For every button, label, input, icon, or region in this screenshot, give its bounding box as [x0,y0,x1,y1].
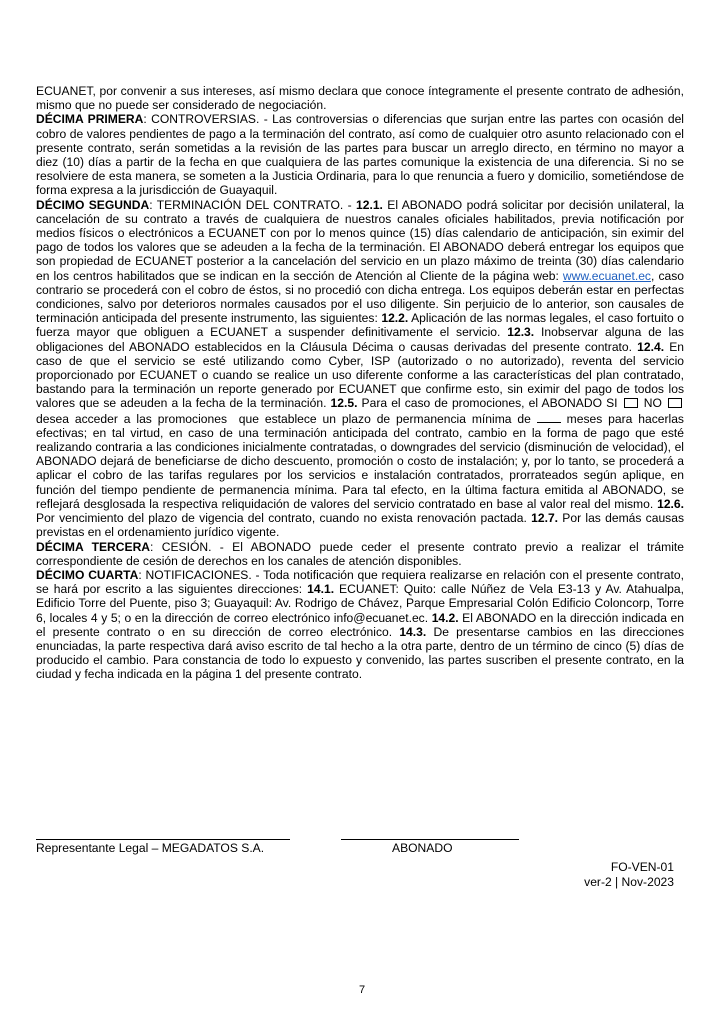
months-blank-field[interactable] [537,411,561,423]
clause-13-title: DÉCIMA TERCERA [36,539,151,554]
form-version: ver-2 | Nov-2023 [584,875,674,889]
left-signature-line [36,839,290,840]
clause-13-heading: : CESIÓN. - [150,539,233,554]
clause-12: DÉCIMO SEGUNDA: TERMINACIÓN DEL CONTRATO. - 12.1. El ABONADO podrá solicitar por decisión unilateral, la cancelación de su contrato a través de cualquiera de nuestros canales oficiales habilitados, previa notificación por medios físicos o electrónicos a ECUANET con por lo menos quince (15) días calendario de anticipación, sin eximir del pago de todos los valores que se adeuden a la fecha de la terminación. El ABONADO deberá entregar los equipos que son propiedad de ECUANET posterior a la cancelación del servicio en un plazo máximo de treinta (30) días calendario en los centros habilitados que se indican en la sección de Atención al Cliente de la página web: www.ecuanet.ec, caso contrario se procederá con el cobro de éstos, si no procedió con dicha entrega. Los equipos deberán estar en perfectas condiciones, salvo por deterioros normales causados por el uso diligente. Sin perjuicio de lo anterior, son causales de terminación anticipada del presente instrumento, las siguientes: 12.2. Aplicación de las normas legales, el caso fortuito o fuerza mayor que obliguen a ECUANET a suspender definitivamente el servicio. 12.3. Inobservar alguna de las obligaciones del ABONADO establecidos en la Cláusula Décima o causas derivadas del presente contrato. 12.4. En caso de que el servicio se esté utilizando como Cyber, ISP (autorizado o no autorizado), reventa del servicio proporcionado por ECUANET o cuando se realice un uso diferente conforme a las características del plan contratado, bastando para la terminación un reporte generado por ECUANET que confirme esto, sin eximir del pago de todos los valores que se adeuden a la fecha de la terminación. 12.5. Para el caso de promociones, el ABONADO SI NO desea acceder a las promociones que establece un plazo de permanencia mínima de meses para hacerlas efectivas; en tal virtud, en caso de una terminación anticipada del contrato, cambio en la forma de pago que esté realizando contraria a las condiciones inicialmente contratadas, o downgrades del servicio (disminución de velocidad), el ABONADO dejará de beneficiarse de dicho descuento, promoción o costo de instalación; y, por lo tanto, se procederá a aplicar el cobro de las tarifas regulares por los servicios e instalación contratados, prorrateados según aplique, en función del tiempo pendiente de permanencia mínima. Para tal efecto, en la última factura emitida al ABONADO, se reflejará desglosada la respectiva reliquidación de valores del servicio contratado en base al valor real del mismo. 12.6. Por vencimiento del plazo de vigencia del contrato, cuando no exista renovación pactada. 12.7. Por las demás causas previstas en el ordenamiento jurídico vigente. [36,197,698,540]
left-signature-label: Representante Legal – MEGADATOS S.A. [36,841,265,855]
promotion-yes-checkbox[interactable] [624,398,638,408]
clause-13: DÉCIMA TERCERA: CESIÓN. - El ABONADO puede ceder el presente contrato previo a realizar el trámite correspondiente de cesión de derechos en los canales de atención disponibles. [36,539,684,568]
clause-14-heading: : NOTIFICACIONES. - [138,567,264,582]
clause-14-title: DÉCIMO CUARTA [36,567,139,582]
clause-12-heading: : TERMINACIÓN DEL CONTRATO. - [149,197,357,212]
clause-14: DÉCIMO CUARTA: NOTIFICACIONES. - Toda notificación que requiera realizarse en relación con el presente contrato, se hará por escrito a las siguientes direcciones: 14.1. ECUANET: Quito: calle Núñez de Vela E3-13 y Av. Atahualpa, Edificio Torre del Puente, piso 3; Guayaquil: Av. Rodrigo de Chávez, Parque Empresarial Colón Edificio Coloncorp, Torre 6, locales 4 y 5; o en la dirección de correo electrónico info@ecuanet.ec. 14.2. El ABONADO en la dirección indicada en el presente contrato o en su dirección de correo electrónico. 14.3. De presentarse cambios en las direcciones enunciadas, la parte respectiva dará aviso escrito de tal hecho a la otra parte, dentro de un término de cinco (5) días de producido el cambio. Para constancia de todo lo expuesto y convenido, las partes suscriben el presente contrato, en la ciudad y fecha indicada en la página 1 del presente contrato. [36,567,685,682]
intro-paragraph: ECUANET, por convenir a sus intereses, así mismo declara que conoce íntegramente el presente contrato de adhesión, mismo que no puede ser considerado de negociación. [36,84,684,113]
clause-12-title: DÉCIMO SEGUNDA [36,197,150,212]
page-number: 7 [358,984,366,996]
form-code: FO-VEN-01 [610,860,674,874]
ecuanet-website-link[interactable]: www.ecuanet.ec [562,268,651,283]
right-signature-line [341,839,519,840]
right-signature-label: ABONADO [392,841,453,855]
clause-11-heading: : CONTROVERSIAS. - [143,112,273,127]
clause-11-text: Las controversias o diferencias que surjan entre las partes con ocasión del cobro de valores pendientes de pago a la terminación del contrato, así como de cualquier otro asunto relacionado con el presente contrato, serán sometidas a la revisión de las partes para buscar un arreglo directo, en término no mayor a diez (10) días a partir de la fecha en que cualquiera de las partes comunique la existencia de una diferencia. Si no se resolviere de esta manera, se someten a la Justicia Ordinaria, para lo que renuncia a fuero y domicilio, sometiéndose de forma expresa a la jurisdicción de Guayaquil. [36,112,684,198]
clause-11 [36,112,684,197]
promotion-no-checkbox[interactable] [668,398,682,408]
contract-body [36,84,698,682]
clause-11-title: DÉCIMA PRIMERA [36,112,144,127]
